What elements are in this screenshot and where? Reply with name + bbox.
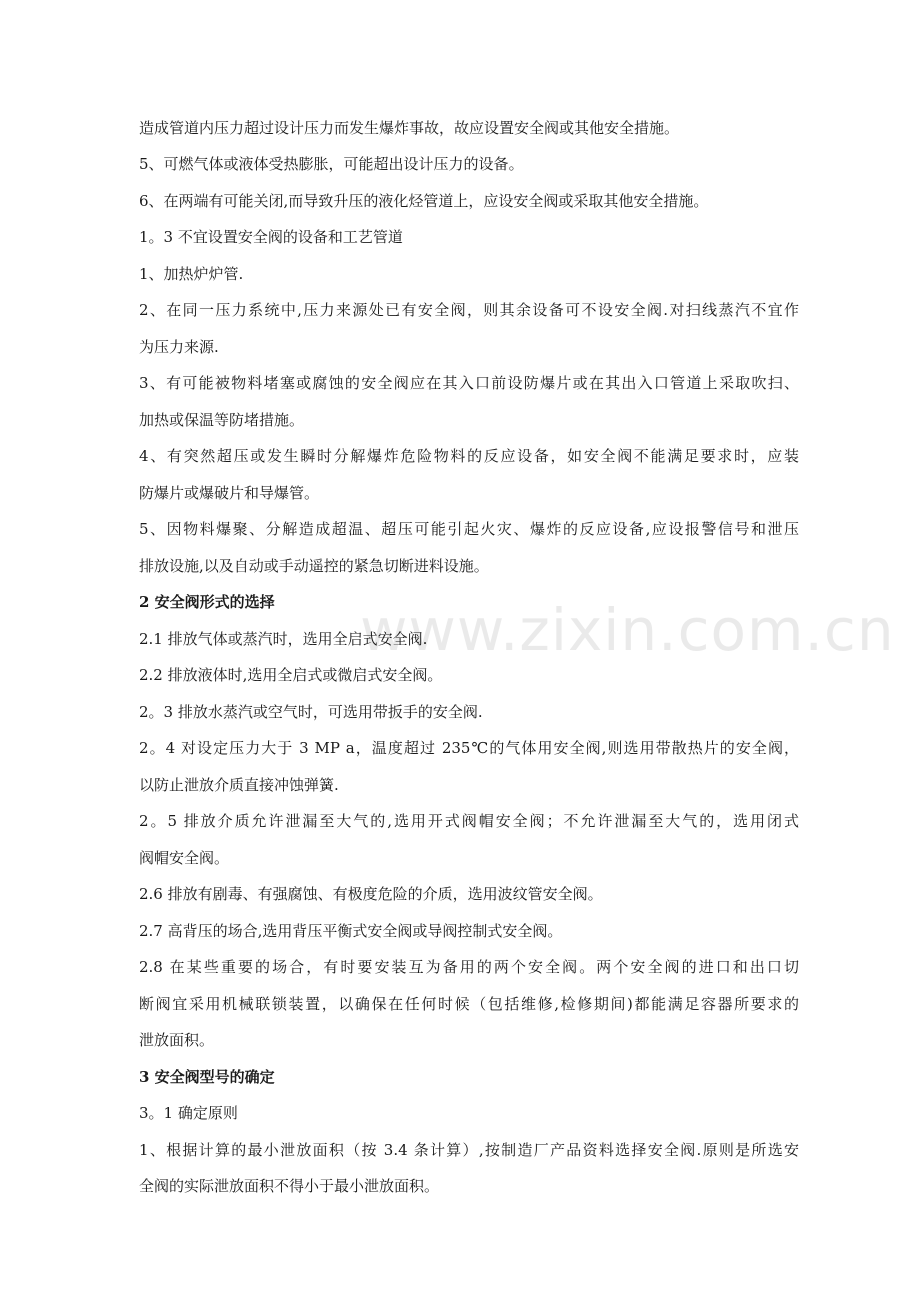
item-number: 5、	[139, 155, 164, 173]
text-line: 2。3 排放水蒸汽或空气时，可选用带扳手的安全阀.	[139, 703, 483, 721]
text-line: 排放设施,以及自动或手动遥控的紧急切断进料设施。	[139, 557, 489, 575]
text-line: 以防止泄放介质直接冲蚀弹簧.	[139, 776, 339, 794]
text-line: 2、在同一压力系统中,压力来源处已有安全阀，则其余设备可不设安全阀.对扫线蒸汽不宜作	[139, 301, 799, 319]
text-line: 5、因物料爆聚、分解造成超温、超压可能引起火灾、爆炸的反应设备,应设报警信号和泄压	[139, 520, 799, 538]
text-line	[139, 154, 799, 174]
subsection-heading: 3。1 确定原则	[139, 1104, 238, 1122]
text-line: 全阀的实际泄放面积不得小于最小泄放面积。	[139, 1177, 440, 1195]
text-line: 1、加热炉炉管.	[139, 265, 244, 283]
text-line: 泄放面积。	[139, 1031, 215, 1049]
text-line: 造成管道内压力超过设计压力而发生爆炸事故，故应设置安全阀或其他安全措施。	[139, 119, 680, 137]
underlined-text: 可燃气体或液体受热膨胀，可能超出设计压力的设备	[163, 155, 509, 173]
section-heading: 3 安全阀型号的确定	[139, 1068, 275, 1086]
text-line: 2.7 高背压的场合,选用背压平衡式安全阀或导阀控制式安全阀。	[139, 922, 563, 940]
text-line: 2.2 排放液体时,选用全启式或微启式安全阀。	[139, 666, 443, 684]
watermark-text: www.zixin.com.cn	[360, 596, 895, 664]
text-line: 2。5 排放介质允许泄漏至大气的,选用开式阀帽安全阀；不允许泄漏至大气的，选用闭式	[139, 812, 799, 830]
text-line: 断阀宜采用机械联锁装置，以确保在任何时候（包括维修,检修期间)都能满足容器所要求的	[139, 995, 799, 1013]
text-line: 防爆片或爆破片和导爆管。	[139, 484, 320, 502]
text-line: 2.1 排放气体或蒸汽时，选用全启式安全阀.	[139, 630, 428, 648]
text-line: 6、在两端有可能关闭,而导致升压的液化烃管道上，应设安全阀或采取其他安全措施。	[139, 192, 709, 210]
punctuation: 。	[508, 155, 524, 173]
text-line: 为压力来源.	[139, 338, 219, 356]
text-line: 阀帽安全阀。	[139, 849, 230, 867]
section-heading: 2 安全阀形式的选择	[139, 593, 275, 611]
text-line: 4、有突然超压或发生瞬时分解爆炸危险物料的反应设备，如安全阀不能满足要求时，应装	[139, 447, 799, 465]
section-heading: 1。3 不宜设置安全阀的设备和工艺管道	[139, 228, 403, 246]
text-line: 3、有可能被物料堵塞或腐蚀的安全阀应在其入口前设防爆片或在其出入口管道上采取吹扫、	[139, 374, 799, 392]
text-line: 2。4 对设定压力大于 3 MP a，温度超过 235℃的气体用安全阀,则选用带散热片的安全阀，	[139, 739, 799, 757]
text-line: 加热或保温等防堵措施。	[139, 411, 305, 429]
text-line: 2.6 排放有剧毒、有强腐蚀、有极度危险的介质，选用波纹管安全阀。	[139, 885, 603, 903]
text-line: 2.8 在某些重要的场合，有时要安装互为备用的两个安全阀。两个安全阀的进口和出口切	[139, 958, 799, 976]
text-line: 1、根据计算的最小泄放面积（按 3.4 条计算）,按制造厂产品资料选择安全阀.原则是所选安	[139, 1141, 799, 1159]
